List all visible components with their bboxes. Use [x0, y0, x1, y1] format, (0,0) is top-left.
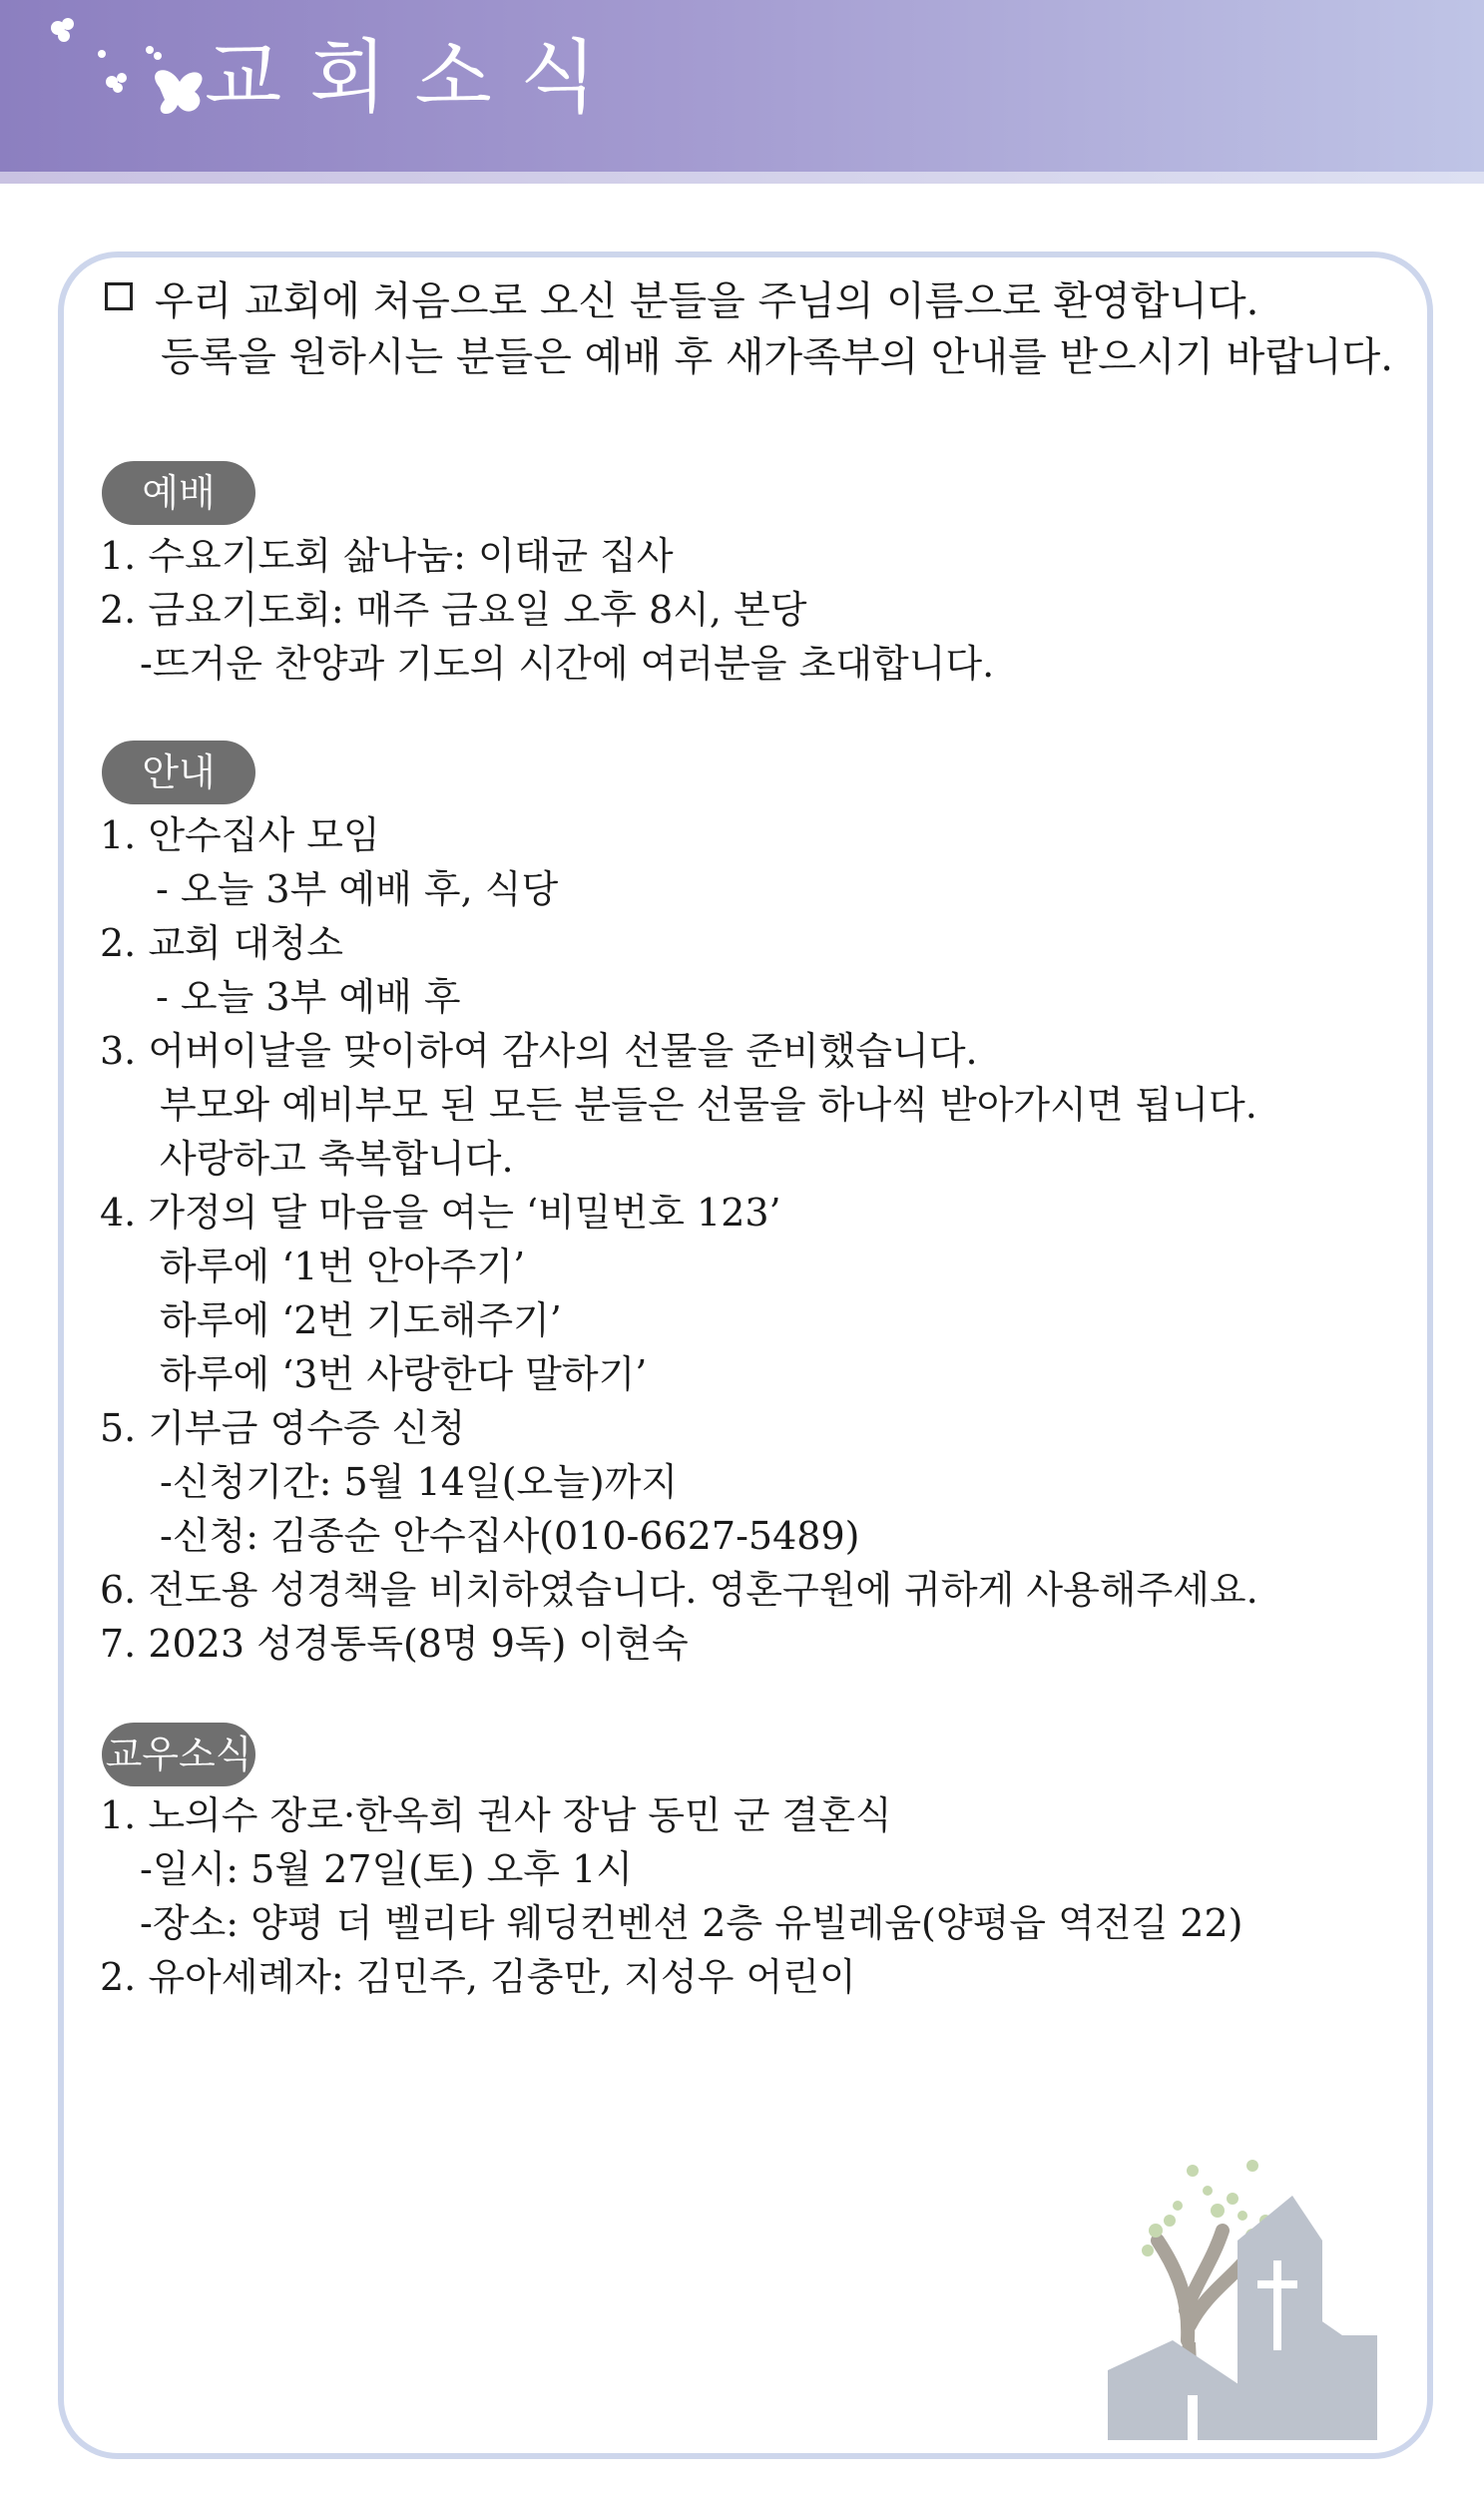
list-item: -뜨거운 찬양과 기도의 시간에 여러분을 초대합니다. [140, 642, 995, 686]
section-label-worship: 예배 [102, 461, 255, 525]
butterfly-icon [40, 10, 210, 140]
list-item: 하루에 ‘2번 기도해주기’ [160, 1298, 562, 1342]
notice-section [100, 808, 1258, 1671]
list-item: 4. 가정의 달 마음을 여는 ‘비밀번호 123’ [100, 1191, 781, 1235]
list-item: 2. 유아세례자: 김민주, 김충만, 지성우 어린이 [100, 1955, 856, 1999]
church-illustration [1078, 2111, 1387, 2450]
list-item: 2. 교회 대청소 [100, 921, 343, 965]
welcome-line: 우리 교회에 처음으로 오신 분들을 주님의 이름으로 환영합니다. [155, 278, 1259, 324]
list-item: 하루에 ‘3번 사랑한다 말하기’ [160, 1352, 648, 1396]
header-divider [0, 172, 1484, 184]
list-item: -장소: 양평 더 벨리타 웨딩컨벤션 2층 유빌레움(양평읍 역전길 22) [140, 1901, 1243, 1945]
list-item: 1. 수요기도회 삶나눔: 이태균 집사 [100, 534, 674, 578]
list-item: 6. 전도용 성경책을 비치하였습니다. 영혼구원에 귀하게 사용해주세요. [100, 1568, 1258, 1612]
list-item: 부모와 예비부모 된 모든 분들은 선물을 하나씩 받아가시면 됩니다. [160, 1083, 1257, 1127]
section-label-notice: 안내 [102, 741, 255, 804]
checkbox-bullet-icon [105, 282, 133, 310]
list-item: 사랑하고 축복합니다. [160, 1137, 514, 1181]
list-item: 하루에 ‘1번 안아주기’ [160, 1245, 526, 1288]
list-item: 1. 안수집사 모임 [100, 813, 380, 857]
list-item: 2. 금요기도회: 매주 금요일 오후 8시, 본당 [100, 588, 807, 632]
list-item: -신청: 김종순 안수집사(010-6627-5489) [160, 1514, 860, 1558]
section-label-members: 교우소식 [102, 1723, 255, 1786]
members-section [100, 1788, 1242, 2004]
list-item: - 오늘 3부 예배 후 [156, 975, 461, 1019]
welcome-message [105, 273, 1393, 385]
worship-section [100, 529, 994, 691]
page-title: 교회소식 [205, 31, 626, 124]
list-item: -신청기간: 5월 14일(오늘)까지 [160, 1460, 679, 1504]
list-item: 5. 기부금 영수증 신청 [100, 1406, 466, 1450]
welcome-line: 등록을 원하시는 분들은 예배 후 새가족부의 안내를 받으시기 바랍니다. [161, 334, 1393, 380]
list-item: 3. 어버이날을 맞이하여 감사의 선물을 준비했습니다. [100, 1029, 978, 1073]
list-item: - 오늘 3부 예배 후, 식당 [156, 867, 559, 911]
list-item: -일시: 5월 27일(토) 오후 1시 [140, 1847, 633, 1891]
church-building-icon [1108, 2196, 1377, 2440]
list-item: 1. 노의수 장로·한옥희 권사 장남 동민 군 결혼식 [100, 1793, 892, 1837]
list-item: 7. 2023 성경통독(8명 9독) 이현숙 [100, 1622, 689, 1666]
